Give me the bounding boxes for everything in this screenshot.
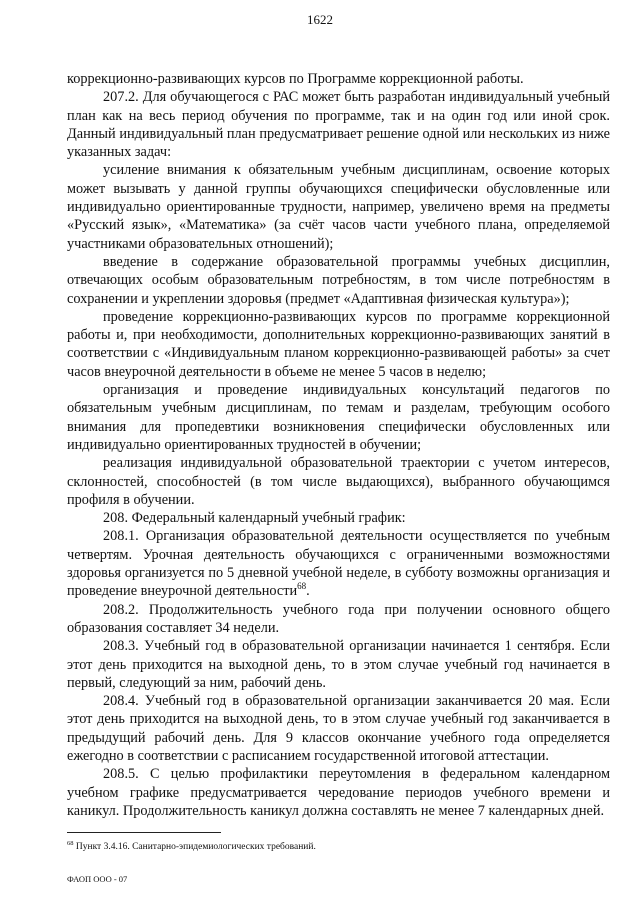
paragraph: 207.2. Для обучающегося с РАС может быть разработан индивидуальный учебный план как на весь период обучения по программе, так и на один год или иной срок. Данный индивидуальный план предусматривает решение одной или нескольких из ниже указанных задач: <box>67 89 610 161</box>
paragraph-text: 208.1. Организация образовательной деятельности осуществляется по учебным четвертям. Урочная деятельность обучающихся с ограниченными возможностями здоровья организуется по 5 дневной учебной неделе, в субботу возможны организация и проведение внеурочной деятельности <box>67 528 610 600</box>
paragraph: введение в содержание образовательной программы учебных дисциплин, отвечающих особым образовательным потребностям, в том числе потребностям в сохранении и укреплении здоровья (предмет «Адаптивная физическая культура»); <box>67 253 610 307</box>
paragraph: проведение коррекционно-развивающих курсов по программе коррекционной работы и, при необходимости, дополнительных коррекционно-развивающих занятий в соответствии с «Индивидуальным планом коррекционно-развивающей работы» за счет часов внеурочной деятельности в объеме не менее 5 часов в неделю; <box>67 308 610 380</box>
paragraph: организация и проведение индивидуальных консультаций педагогов по обязательным учебным дисциплинам, по темам и разделам, требующим особого внимания для пропедевтики возникновения специфически обусловленных или индивидуально ориентированных трудностей в обучении; <box>67 382 610 453</box>
paragraph-tail: . <box>306 583 310 600</box>
paragraph: усиление внимания к обязательным учебным дисциплинам, освоение которых может вызывать у данной группы обучающихся специфически обусловленные или индивидуально ориентированные трудности, например, увеличено время на предметы «Русский язык», «Математика» (за счёт часов части учебного плана, определяемой участниками образовательных отношений); <box>67 162 610 252</box>
footnote-text: Пункт 3.4.16. Санитарно-эпидемиологических требований. <box>73 842 316 853</box>
document-code: ФАОП ООО - 07 <box>67 874 128 884</box>
page-number: 1622 <box>307 12 333 27</box>
paragraph: 208.5. С целью профилактики переутомления в федеральном календарном учебном графике предусматривается чередование периодов учебного времени и каникул. Продолжительность каникул должна составлять не менее 7 календарных дней. <box>67 766 610 819</box>
paragraph: 208.3. Учебный год в образовательной организации начинается 1 сентября. Если этот день приходится на выходной день, то в этом случае учебный год начинается в первый, следующий за ним, рабочий день. <box>67 638 610 691</box>
footnote <box>67 838 607 853</box>
paragraph: 208. Федеральный календарный учебный график: <box>103 510 406 527</box>
paragraph <box>67 527 610 600</box>
footnote-ref[interactable]: 68 <box>297 581 307 592</box>
footnote-mark: 68 <box>67 840 74 847</box>
body-text <box>67 70 610 820</box>
footnote-divider <box>67 832 221 833</box>
paragraph: реализация индивидуальной образовательной траектории с учетом интересов, склонностей, способностей (в том числе выдающихся), выбранного обучающимся профиля в обучении. <box>67 455 610 508</box>
paragraph: 208.2. Продолжительность учебного года при получении основного общего образования составляет 34 недели. <box>67 601 610 636</box>
paragraph: 208.4. Учебный год в образовательной организации заканчивается 20 мая. Если этот день приходится на выходной день, то в этом случае учебный год заканчивается в предыдущий рабочий день. Для 9 классов окончание учебного года определяется ежегодно в соответствии с расписанием государственной итоговой аттестации. <box>67 693 610 764</box>
paragraph: коррекционно-развивающих курсов по Программе коррекционной работы. <box>67 71 524 87</box>
